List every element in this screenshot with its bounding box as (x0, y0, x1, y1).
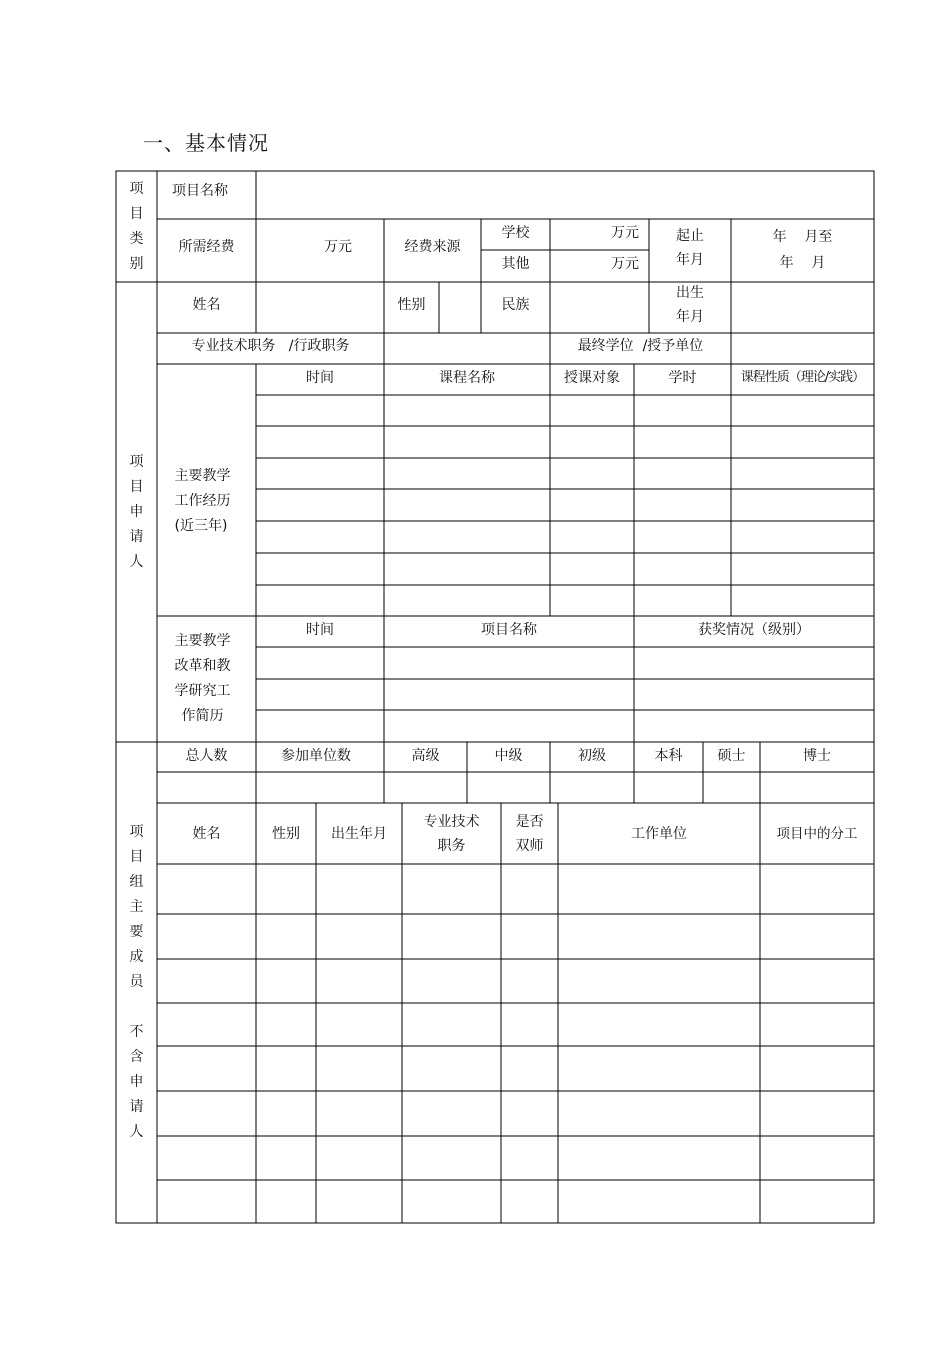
member-header-title: 专业技术 职务 (423, 813, 480, 854)
stats-header-bachelor: 本科 (654, 748, 683, 764)
stats-header-total: 总人数 (185, 748, 228, 764)
applicant-degree-label: 最终学位 /授予单位 (577, 338, 704, 354)
period-value-end[interactable]: 年 月 (779, 255, 826, 271)
applicant-side-label: 项 目 申 请 人 (129, 453, 144, 570)
applicant-birth-field[interactable] (731, 282, 874, 333)
project-name-label: 项目名称 (172, 183, 228, 199)
stats-header-junior: 初级 (578, 748, 606, 764)
member-header-gender: 性别 (272, 825, 300, 842)
teaching-header-hours: 学时 (668, 369, 697, 386)
applicant-ethnicity-field[interactable] (550, 282, 649, 333)
project-name-field[interactable] (256, 171, 874, 219)
teaching-header-time: 时间 (306, 369, 334, 386)
member-header-workplace: 工作单位 (631, 825, 687, 842)
funds-label: 所需经费 (178, 239, 235, 255)
other-label: 其他 (501, 255, 530, 272)
applicant-birth-label: 出生 年月 (676, 284, 704, 325)
reform-header-award: 获奖情况（级别） (698, 621, 810, 638)
period-value-start[interactable]: 年 月至 (772, 229, 833, 245)
members-side-label: 项 目 组 主 要 成 员 不 含 申 请 人 (129, 823, 144, 1140)
applicant-title-label: 专业技术职务 /行政职务 (191, 338, 350, 354)
stats-header-intermediate: 中级 (494, 748, 523, 764)
applicant-degree-field[interactable] (731, 333, 874, 364)
teaching-header-nature: 课程性质（理论/实践） (740, 369, 865, 385)
funds-unit: 万元 (324, 239, 352, 255)
funds-source-label: 经费来源 (404, 239, 461, 255)
applicant-gender-label: 性别 (397, 296, 426, 313)
category-side-label: 项 目 类 别 (129, 180, 144, 272)
teaching-header-course: 课程名称 (439, 369, 495, 386)
other-unit: 万元 (611, 255, 639, 272)
applicant-gender-field[interactable] (439, 282, 481, 333)
applicant-title-field[interactable] (384, 333, 550, 364)
stats-header-units: 参加单位数 (281, 748, 351, 764)
applicant-name-label: 姓名 (192, 296, 221, 313)
teaching-header-audience: 授课对象 (564, 369, 620, 386)
school-label: 学校 (501, 224, 530, 241)
reform-header-time: 时间 (306, 621, 334, 638)
member-header-dual-teacher: 是否 双师 (515, 813, 544, 854)
member-header-birth: 出生年月 (331, 825, 387, 842)
reform-header-project: 项目名称 (481, 621, 537, 638)
stats-header-senior: 高级 (411, 748, 440, 764)
period-label: 起止 年月 (676, 228, 704, 268)
applicant-ethnicity-label: 民族 (501, 296, 530, 313)
applicant-name-field[interactable] (256, 282, 384, 333)
school-unit: 万元 (611, 224, 639, 241)
reform-experience-label: 主要教学 改革和教 学研究工 作简历 (174, 633, 231, 724)
stats-header-master: 硕士 (717, 748, 746, 764)
member-header-role: 项目中的分工 (776, 825, 858, 842)
teaching-experience-label: 主要教学 工作经历 (近三年) (174, 468, 231, 534)
stats-header-doctor: 博士 (803, 748, 831, 764)
member-header-name: 姓名 (192, 825, 221, 842)
section-heading: 一、基本情况 (143, 131, 269, 155)
